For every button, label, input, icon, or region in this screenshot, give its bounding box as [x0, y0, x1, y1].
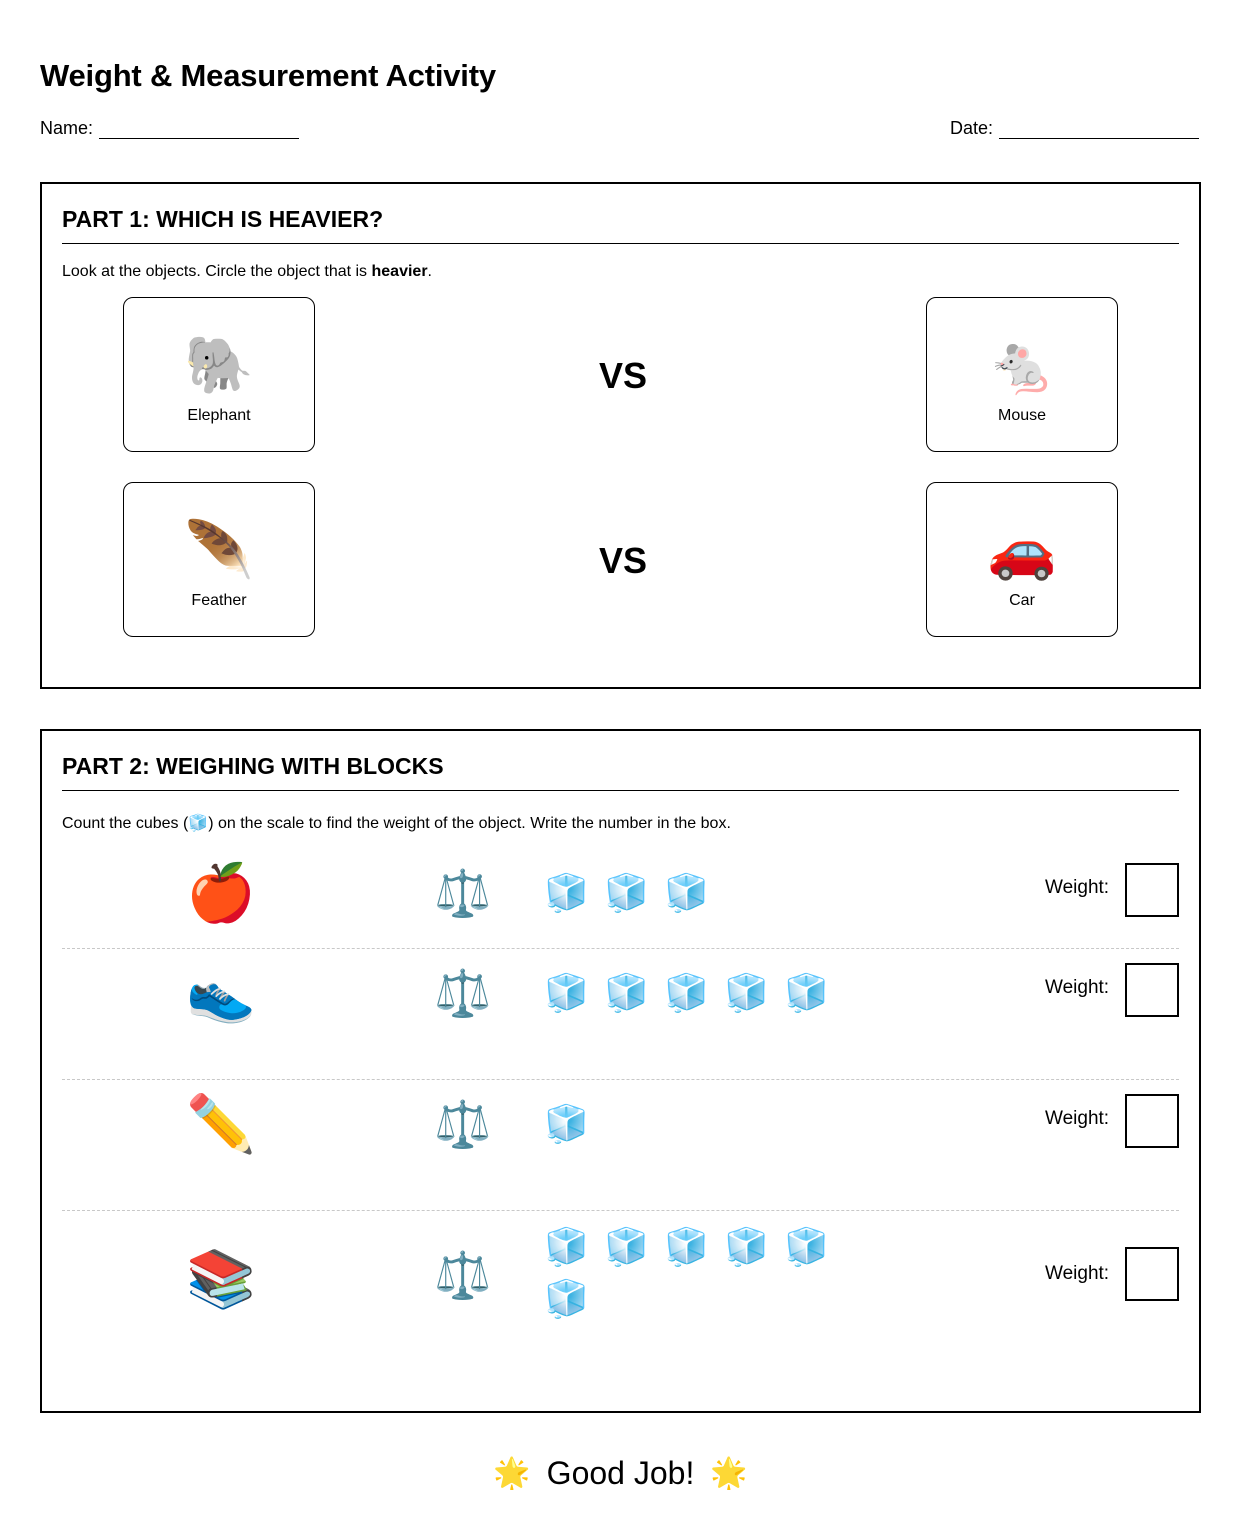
cube-icon: 🧊: [664, 1226, 709, 1267]
vs-label: VS: [598, 355, 648, 396]
page-title: Weight & Measurement Activity: [40, 58, 496, 93]
weight-answer-box[interactable]: [1125, 863, 1179, 917]
date-field-row: [950, 118, 1199, 139]
weight-label: Weight:: [1045, 977, 1110, 998]
cube-icon: 🧊: [544, 872, 589, 913]
good-job-message: Good Job!: [546, 1455, 695, 1491]
books-icon: 📚: [186, 1247, 256, 1310]
scale-icon: ⚖️: [434, 1249, 492, 1301]
weight-label: Weight:: [1045, 877, 1110, 898]
weight-answer-box[interactable]: [1125, 1094, 1179, 1148]
part2-section: [40, 729, 1201, 1413]
elephant-icon: 🐘: [184, 332, 254, 396]
pencil-icon: ✏️: [186, 1092, 256, 1155]
cube-icon: 🧊: [544, 1103, 589, 1144]
star-icon: 🌟: [493, 1457, 531, 1490]
object-card-feather[interactable]: [123, 482, 315, 637]
shoe-icon: 👟: [186, 961, 256, 1024]
cube-icon: 🧊: [724, 1226, 769, 1267]
object-card-car[interactable]: [926, 482, 1118, 637]
cube-icon: 🧊: [544, 1226, 589, 1267]
cube-group: [544, 873, 864, 913]
cube-icon: 🧊: [544, 972, 589, 1013]
cube-icon: 🧊: [544, 1278, 589, 1319]
cube-icon: 🧊: [724, 972, 769, 1013]
part1-title: PART 1: WHICH IS HEAVIER?: [62, 206, 1179, 244]
object-label: Car: [1009, 591, 1035, 609]
weighing-row: [62, 949, 1179, 1080]
name-field-row: [40, 118, 299, 139]
scale-icon: ⚖️: [434, 967, 492, 1019]
part1-section: [40, 182, 1201, 689]
part2-instructions-end: ) on the scale to find the weight of the object. Write the number in the box.: [208, 815, 731, 832]
part2-title: PART 2: WEIGHING WITH BLOCKS: [62, 753, 1179, 791]
weight-label: Weight:: [1045, 1108, 1110, 1129]
cube-group: [544, 973, 864, 1013]
weighing-row: [62, 1211, 1179, 1371]
weighing-row: [62, 1080, 1179, 1211]
vs-label: VS: [598, 540, 648, 581]
part2-instructions-text: Count the cubes (: [62, 815, 189, 832]
part1-instructions: [62, 263, 432, 281]
weight-answer-box[interactable]: [1125, 1247, 1179, 1301]
part2-instructions: [62, 813, 731, 833]
cube-group: [544, 1104, 864, 1144]
cube-group: [544, 1227, 864, 1319]
object-card-mouse[interactable]: [926, 297, 1118, 452]
name-input-line[interactable]: [99, 121, 299, 139]
footer: [0, 1455, 1241, 1492]
part1-instructions-end: .: [427, 263, 432, 280]
mouse-icon: 🐁: [987, 332, 1057, 396]
cube-icon: 🧊: [604, 1226, 649, 1267]
feather-icon: 🪶: [184, 517, 254, 581]
weight-label: Weight:: [1045, 1263, 1110, 1284]
cube-icon: 🧊: [784, 972, 829, 1013]
object-label: Feather: [191, 591, 247, 609]
object-label: Mouse: [997, 406, 1047, 424]
scale-icon: ⚖️: [434, 867, 492, 919]
date-label: Date:: [950, 118, 994, 138]
cube-icon: 🧊: [784, 1226, 829, 1267]
object-card-elephant[interactable]: [123, 297, 315, 452]
compare-row: [42, 297, 1199, 452]
part1-instructions-bold: heavier: [371, 263, 428, 280]
object-label: Elephant: [187, 406, 251, 424]
cube-icon: 🧊: [604, 872, 649, 913]
date-input-line[interactable]: [999, 121, 1199, 139]
weighing-row: [62, 849, 1179, 949]
weight-answer-box[interactable]: [1125, 963, 1179, 1017]
star-icon: 🌟: [710, 1457, 748, 1490]
apple-icon: 🍎: [186, 861, 256, 924]
car-icon: 🚗: [987, 517, 1057, 581]
name-label: Name:: [40, 118, 94, 138]
scale-icon: ⚖️: [434, 1098, 492, 1150]
cube-icon: 🧊: [664, 972, 709, 1013]
cube-icon: 🧊: [188, 815, 209, 832]
cube-icon: 🧊: [664, 872, 709, 913]
part1-instructions-text: Look at the objects. Circle the object that is: [62, 263, 372, 280]
cube-icon: 🧊: [604, 972, 649, 1013]
compare-row: [42, 482, 1199, 637]
